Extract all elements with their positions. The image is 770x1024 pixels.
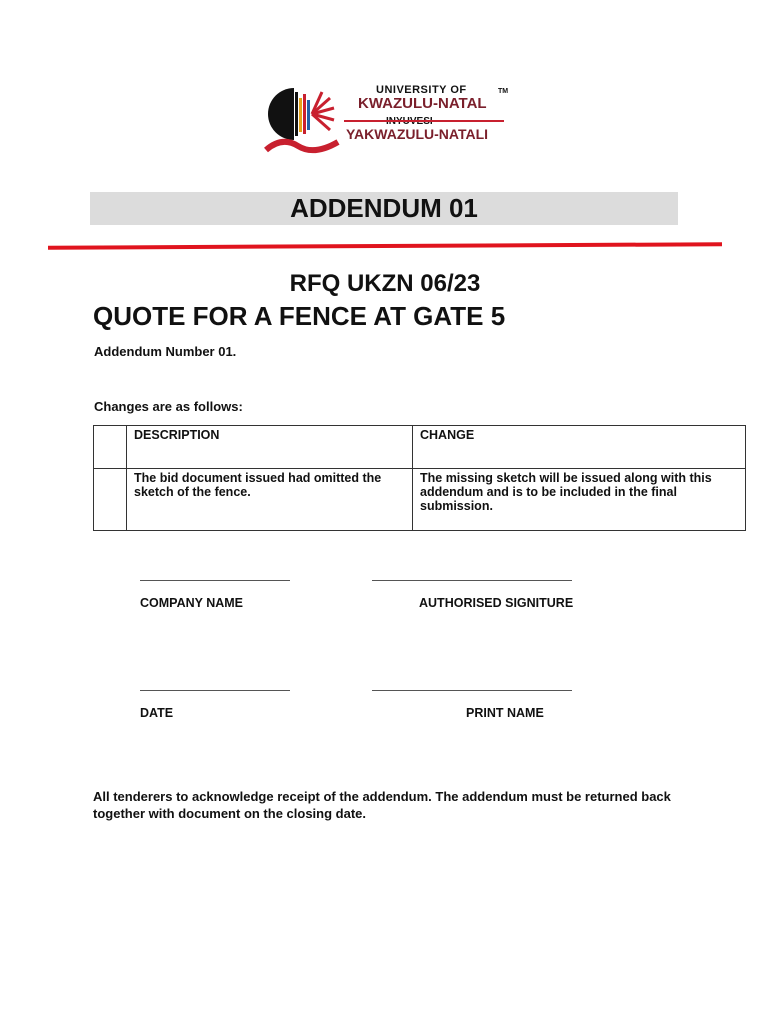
rfq-number: RFQ UKZN 06/23 [289, 270, 481, 297]
logo-university-of: UNIVERSITY OF [376, 84, 467, 96]
addendum-number: Addendum Number 01. [94, 344, 237, 359]
table-row [94, 469, 746, 531]
table-header-row [94, 426, 746, 469]
changes-intro: Changes are as follows: [94, 399, 243, 414]
logo-wordmark [346, 84, 516, 142]
date-line[interactable] [140, 690, 290, 691]
print-name-line[interactable] [372, 690, 572, 691]
logo-yakwazulu-natali: YAKWAZULU-NATALI [346, 126, 489, 142]
row-change: The missing sketch will be issued along with this addendum and is to be included in the final submission. [413, 469, 746, 531]
acknowledgement-text: All tenderers to acknowledge receipt of the addendum. The addendum must be returned back together with document on the closing date. [93, 789, 671, 821]
header-description: DESCRIPTION [127, 426, 413, 469]
header-change: CHANGE [413, 426, 746, 469]
university-emblem-icon [262, 84, 342, 160]
authorised-signature-label: AUTHORISED SIGNITURE [419, 596, 574, 610]
company-name-line[interactable] [140, 580, 290, 581]
addendum-banner [90, 192, 678, 225]
table-cell-blank [94, 469, 127, 531]
red-divider [48, 242, 722, 250]
document-title: QUOTE FOR A FENCE AT GATE 5 [93, 301, 506, 331]
trademark-mark: TM [498, 88, 509, 95]
date-label: DATE [140, 706, 174, 720]
logo-kwazulu-natal: KWAZULU-NATAL [358, 95, 487, 112]
table-cell-blank [94, 426, 127, 469]
print-name-label: PRINT NAME [466, 706, 544, 720]
authorised-signature-line[interactable] [372, 580, 572, 581]
addendum-title: ADDENDUM 01 [290, 193, 478, 223]
logo-divider [344, 120, 504, 122]
company-name-label: COMPANY NAME [140, 596, 244, 610]
university-logo [262, 84, 512, 160]
changes-table [93, 425, 746, 531]
row-description: The bid document issued had omitted the sketch of the fence. [127, 469, 413, 531]
